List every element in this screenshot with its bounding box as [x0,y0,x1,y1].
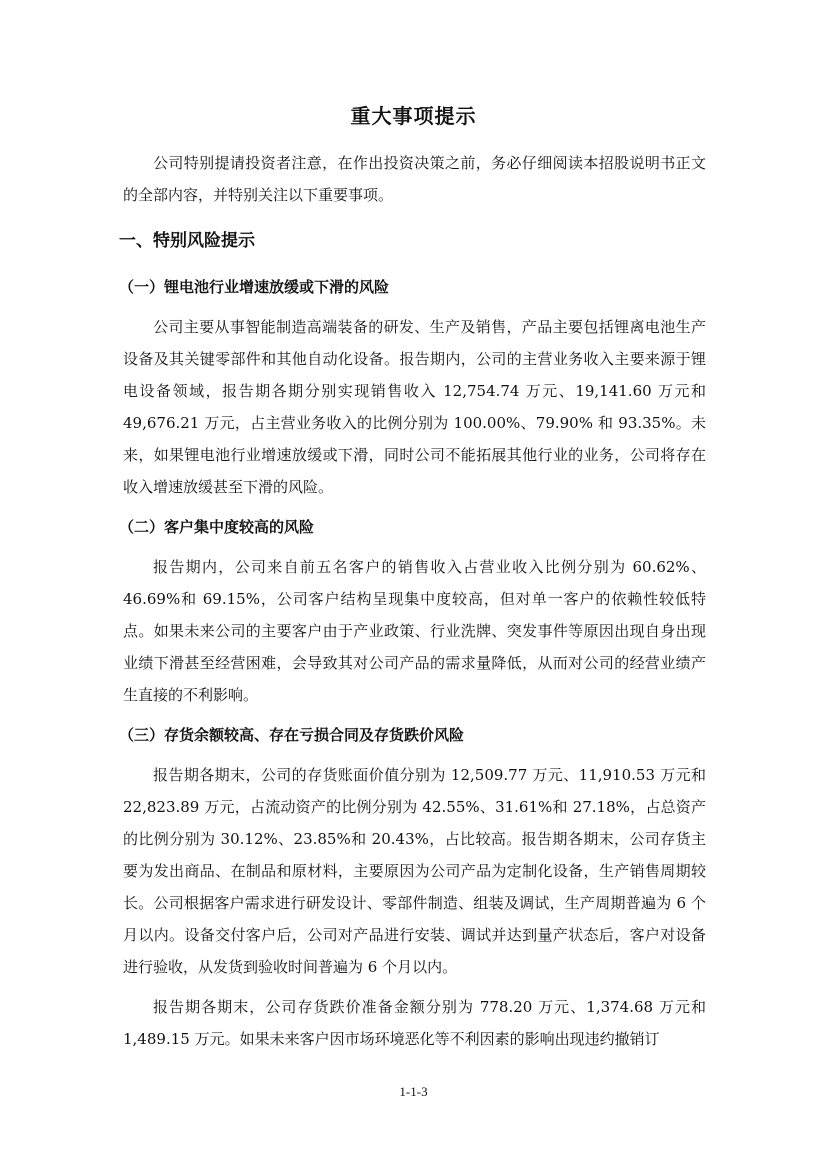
subsection-heading-inventory: （三）存货余额较高、存在亏损合同及存货跌价风险 [119,726,465,744]
document-body [119,147,706,1063]
subsection-heading-lithium: （一）锂电池行业增速放缓或下滑的风险 [119,278,390,296]
paragraph-inventory-risk-2: 报告期各期末，公司存货跌价准备金额分别为 778.20 万元、1,374.68 万元和 1,489.15 万元。如果未来客户因市场环境恶化等不利因素的影响出现违约撤销订 [123,998,706,1048]
page-title: 重大事项提示 [350,104,477,128]
subsection-heading-customer: （二）客户集中度较高的风险 [119,518,315,536]
paragraph-inventory-risk-1: 报告期各期末，公司的存货账面价值分别为 12,509.77 万元、11,910.53 万元和 22,823.89 万元，占流动资产的比例分别为 42.55%、31.61%和 27.18%，占总资产的比例分别为 30.12%、23.85%和 20.43%，占比较高。报告期各期末，公司存货主要为发出商品、在制品和原材料，主要原因为公司产品为定制化设备，生产销售周期较长。公司根据客户需求进行研发设计、零部件制造、组装及调试，生产周期普遍为 6 个月以内。设备交付客户后，公司对产品进行安装、调试并达到量产状态后，客户对设备进行验收，从发货到验收时间普遍为 6 个月以内。 [123,766,706,976]
section-heading-risk: 一、特别风险提示 [119,231,255,251]
intro-paragraph: 公司特别提请投资者注意，在作出投资决策之前，务必仔细阅读本招股说明书正文的全部内容，并特别关注以下重要事项。 [123,154,706,204]
paragraph-customer-risk: 报告期内，公司来自前五名客户的销售收入占营业收入比例分别为 60.62%、46.69%和 69.15%，公司客户结构呈现集中度较高，但对单一客户的依赖性较低特点。如果未来公司的主要客户由于产业政策、行业洗牌、突发事件等原因出现自身出现业绩下滑甚至经营困难，会导致其对公司产品的需求量降低，从而对公司的经营业绩产生直接的不利影响。 [123,558,706,704]
page-number: 1-1-3 [399,1084,428,1099]
paragraph-lithium-risk: 公司主要从事智能制造高端装备的研发、生产及销售，产品主要包括锂离电池生产设备及其关键零部件和其他自动化设备。报告期内，公司的主营业务收入主要来源于锂电设备领域，报告期各期分别实现销售收入 12,754.74 万元、19,141.60 万元和 49,676.21 万元，占主营业务收入的比例分别为 100.00%、79.90% 和 93.35%。未来，如果锂电池行业增速放缓或下滑，同时公司不能拓展其他行业的业务，公司将存在收入增速放缓甚至下滑的风险。 [123,318,706,496]
